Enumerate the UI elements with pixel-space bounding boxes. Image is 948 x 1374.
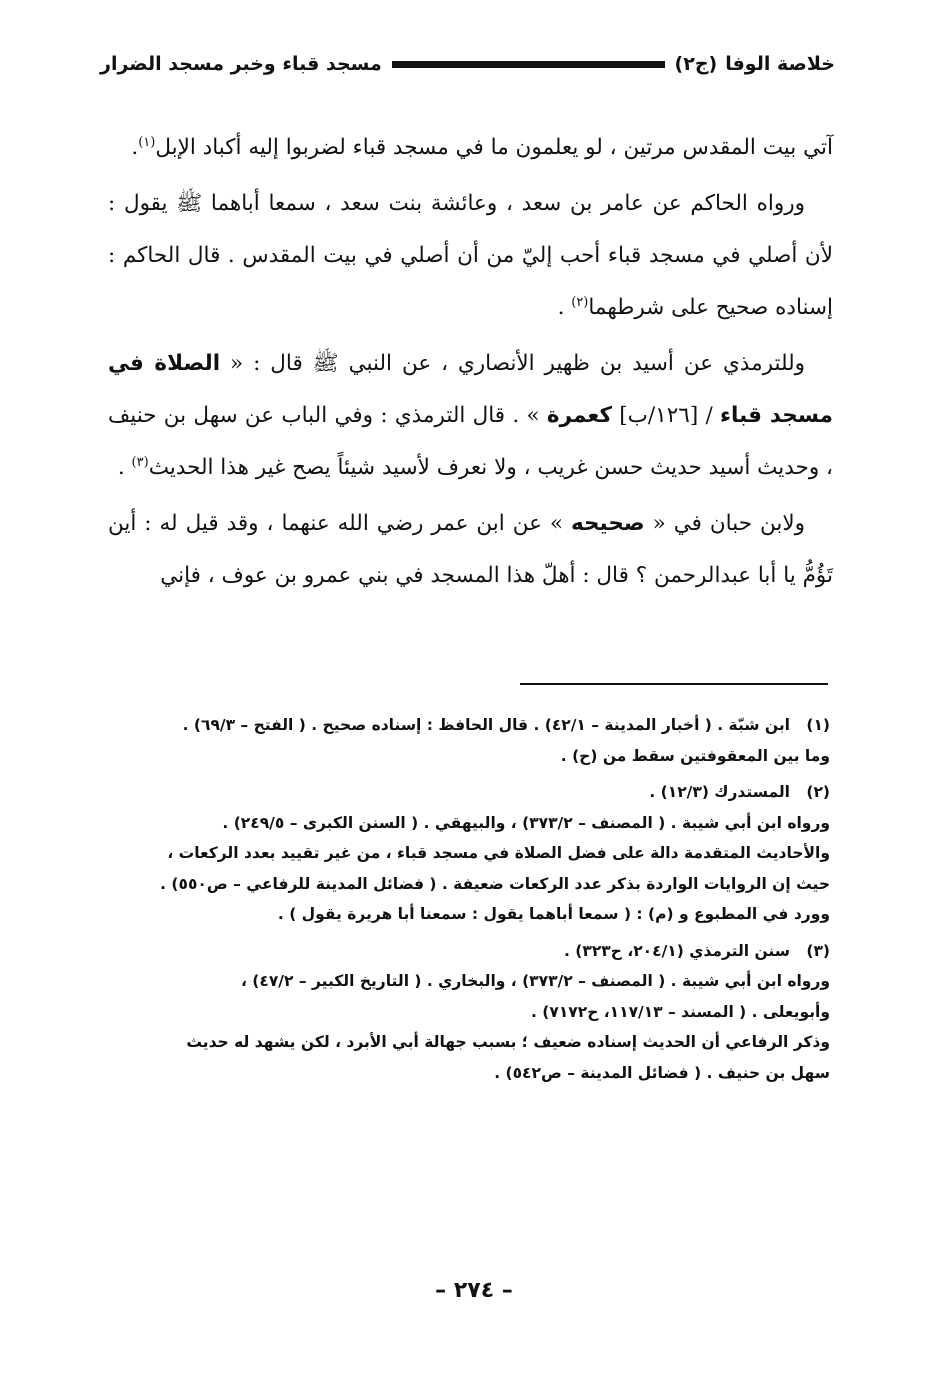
paragraph-2 — [108, 178, 833, 334]
footnote-number: (١) — [806, 716, 830, 734]
volume-label: (ج٢) — [674, 53, 718, 75]
paragraph-end: . — [557, 295, 572, 320]
footnotes — [108, 710, 830, 1094]
footnote-text: سنن الترمذي (٢٠٤/١، ح٣٢٣) . — [563, 941, 790, 960]
paragraph-end: . — [131, 135, 139, 160]
paragraph-text: ولابن حبان في « — [644, 511, 805, 536]
footnote-line: وما بين المعقوفتين سقط من (ح) . — [560, 746, 830, 765]
footnote-ref: (٢) — [571, 294, 589, 310]
paragraph-text: ورواه الحاكم عن عامر بن سعد ، وعائشة بنت سعد ، سمعا أباهما ﷺ يقول : لأن أصلي في مسجد قباء أحب إليّ من أن أصلي في بيت المقدس . قال الحاكم : إسناده صحيح على شرطهما — [108, 191, 833, 320]
hadith-text: كعمرة — [546, 403, 613, 428]
footnote-number: (٣) — [806, 941, 830, 960]
footnote-line: والأحاديث المتقدمة دالة على فضل الصلاة في مسجد قباء ، من غير تقييد بعدد الركعات ، — [167, 844, 830, 862]
footnote-3 — [108, 936, 830, 1089]
chapter-title: مسجد قباء وخبر مسجد الضرار — [100, 53, 382, 75]
footnote-line — [108, 777, 830, 808]
footnote-2 — [108, 777, 830, 930]
header-rule — [392, 61, 665, 68]
book-title: خلاصة الوفا — [725, 53, 835, 75]
paragraph-1 — [108, 122, 833, 174]
footnote-line: وأبويعلى . ( المسند – ١١٧/١٣، ح٧١٧٢) . — [530, 1002, 830, 1021]
manuscript-folio: / [١٢٦/ب] — [612, 403, 721, 428]
page-number: – ٢٧٤ – — [435, 1278, 513, 1303]
paragraph-text: » عن ابن عمر رضي الله عنهما ، وقد قيل له : أين تَؤُمُّ يا أبا عبدالرحمن ؟ قال : أهلّ هذا المسجد في بني عمرو بن عوف ، فإني — [108, 511, 833, 588]
footnote-1 — [108, 710, 830, 771]
footnote-separator — [520, 683, 828, 685]
footnote-line: ورواه ابن أبي شيبة . ( المصنف – ٣٧٣/٢) ، والبيهقي . ( السنن الكبرى – ٢٤٩/٥) . — [222, 813, 830, 832]
footnote-line: وورد في المطبوع و (م) : ( سمعا أباهما يقول : سمعنا أبا هريرة يقول ) . — [277, 905, 830, 923]
main-text — [108, 122, 833, 606]
footnote-line — [108, 710, 830, 741]
footnote-ref: (١) — [138, 134, 156, 150]
paragraph-text: آتي بيت المقدس مرتين ، لو يعلمون ما في مسجد قباء لضربوا إليه أكباد الإبل — [155, 135, 833, 160]
paragraph-3 — [108, 338, 833, 494]
footnote-line: سهل بن حنيف . ( فضائل المدينة – ص٥٤٢) . — [494, 1063, 830, 1082]
paragraph-text: » . قال الترمذي : وفي الباب عن سهل بن حنيف ، وحديث أسيد حديث حسن غريب ، ولا نعرف لأسيد شيئاً يصح غير هذا الحديث — [108, 403, 833, 480]
hadith-text: الصلاة في مسجد قباء — [108, 351, 833, 428]
paragraph-text: وللترمذي عن أسيد بن ظهير الأنصاري ، عن النبي ﷺ قال : « — [220, 351, 805, 376]
running-header — [100, 48, 835, 80]
paragraph-4 — [108, 498, 833, 602]
footnote-line: حيث إن الروايات الواردة بذكر عدد الركعات ضعيفة . ( فضائل المدينة للرفاعي – ص٥٥٠) . — [160, 874, 830, 893]
footnote-line — [108, 936, 830, 967]
paragraph-end: . — [117, 455, 132, 480]
footnote-ref: (٣) — [131, 454, 149, 470]
footnote-line: وذكر الرفاعي أن الحديث إسناده ضعيف ؛ بسبب جهالة أبي الأبرد ، لكن يشهد له حديث — [186, 1033, 830, 1051]
book-reference: صحيحه — [571, 511, 645, 536]
footnote-line: ورواه ابن أبي شيبة . ( المصنف – ٣٧٣/٢) ، والبخاري . ( التاريخ الكبير – ٤٧/٢) ، — [241, 972, 830, 990]
footnote-number: (٢) — [806, 783, 830, 801]
footnote-text: ابن شبّة . ( أخبار المدينة – ٤٢/١) . قال الحافظ : إسناده صحيح . ( الفتح – ٦٩/٣) . — [182, 716, 790, 734]
footnote-text: المستدرك (١٢/٣) . — [649, 783, 790, 801]
